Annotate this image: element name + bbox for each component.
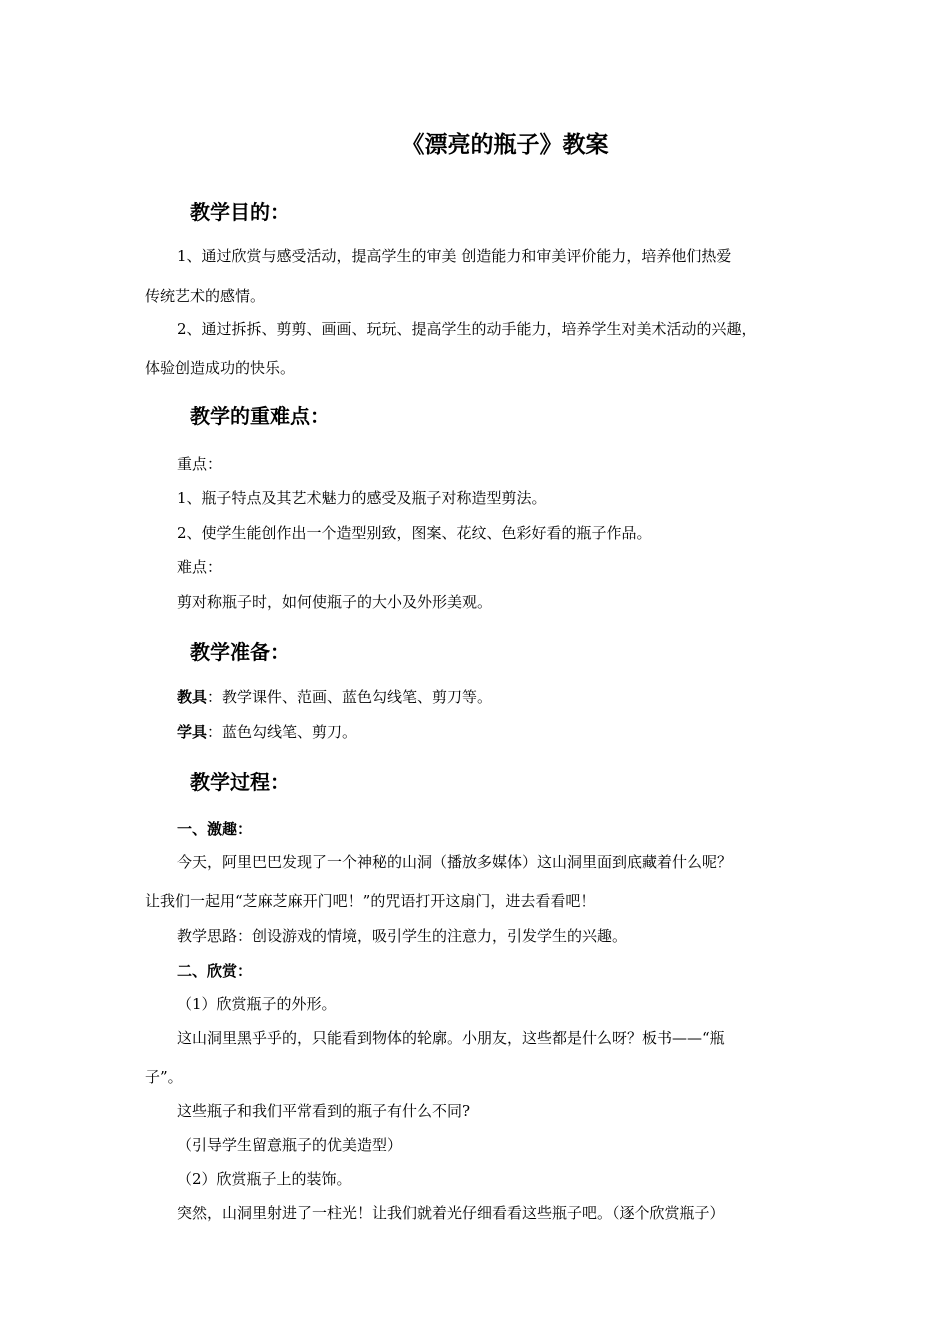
step-2-para-3: （引导学生留意瓶子的优美造型）: [177, 1136, 403, 1154]
heading-key-points: 教学的重难点：: [190, 404, 330, 428]
key-point-1: 1、瓶子特点及其艺术魅力的感受及瓶子对称造型剪法。: [177, 489, 547, 507]
goal-2-line-2: 体验创造成功的快乐。: [145, 359, 296, 377]
step-1-heading: 一、激趣：: [177, 820, 253, 838]
hard-label: 难点：: [177, 558, 223, 576]
hard-point-1: 剪对称瓶子时，如何使瓶子的大小及外形美观。: [177, 593, 493, 611]
step-1-para-1-line-2: 让我们一起用“芝麻芝麻开门吧！”的咒语打开这扇门，进去看看吧！: [145, 892, 596, 910]
step-2-para-1-line-1: 这山洞里黑乎乎的，只能看到物体的轮廓。小朋友，这些都是什么呀？板书——“瓶: [177, 1029, 725, 1047]
step-2-heading: 二、欣赏：: [177, 962, 253, 980]
teacher-tools: [177, 686, 492, 707]
key-point-2: 2、使学生能创作出一个造型别致，图案、花纹、色彩好看的瓶子作品。: [177, 524, 652, 542]
teacher-tools-label: 教具: [177, 688, 208, 706]
goal-1-line-2: 传统艺术的感情。: [145, 287, 266, 305]
step-2-para-1-line-2: 子”。: [145, 1068, 183, 1086]
heading-preparation: 教学准备：: [190, 640, 290, 664]
student-tools-text: ：蓝色勾线笔、剪刀。: [207, 723, 358, 741]
step-1-para-2: 教学思路：创设游戏的情境，吸引学生的注意力，引发学生的兴趣。: [177, 927, 628, 945]
goal-1-line-1: 1、通过欣赏与感受活动，提高学生的审美 创造能力和审美评价能力，培养他们热爱: [177, 247, 732, 265]
heading-teaching-goals: 教学目的：: [190, 200, 290, 224]
page-title: 《漂亮的瓶子》教案: [401, 132, 609, 158]
goal-2-line-1: 2、通过拆拆、剪剪、画画、玩玩、提高学生的动手能力，培养学生对美术活动的兴趣，: [177, 320, 757, 338]
step-2-sub-1: （1）欣赏瓶子的外形。: [177, 995, 337, 1013]
key-label: 重点：: [177, 455, 223, 473]
step-2-sub-2: （2）欣赏瓶子上的装饰。: [177, 1170, 352, 1188]
student-tools: [177, 721, 357, 742]
student-tools-label: 学具: [177, 723, 208, 741]
heading-process: 教学过程：: [190, 770, 290, 794]
step-2-para-2: 这些瓶子和我们平常看到的瓶子有什么不同?: [177, 1102, 471, 1120]
teacher-tools-text: ：教学课件、范画、蓝色勾线笔、剪刀等。: [207, 688, 493, 706]
step-2-para-4: 突然，山洞里射进了一柱光！让我们就着光仔细看看这些瓶子吧。（逐个欣赏瓶子）: [177, 1204, 725, 1222]
step-1-para-1-line-1: 今天，阿里巴巴发现了一个神秘的山洞（播放多媒体）这山洞里面到底藏着什么呢？: [177, 853, 733, 871]
